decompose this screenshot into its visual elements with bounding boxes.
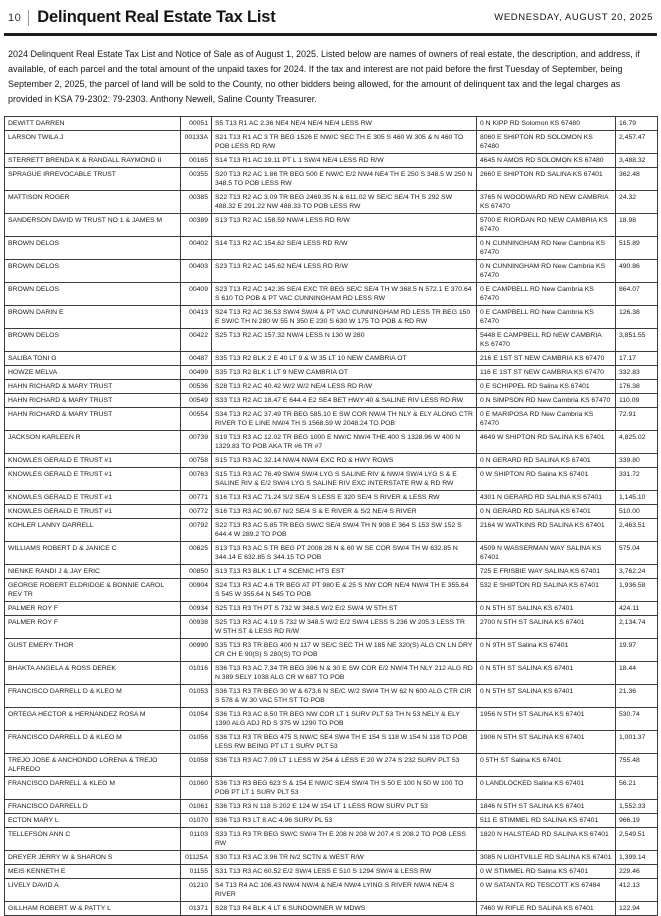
cell-desc: S13 T13 R3 BLK 1 LT 4 SCENIC HTS EST [212, 565, 477, 579]
cell-addr: 1956 N 5TH ST SALINA KS 67401 [477, 708, 616, 731]
cell-desc: S24 T13 R2 AC 36.53 SW/4 SW/4 & PT VAC CUNNINGHAM RD LESS TR BEG 150 E SW/C TH N 280 W 55 N 350 E 230 S 630 W 175 TO POB & RD RW [212, 306, 477, 329]
cell-owner: HAHN RICHARD & MARY TRUST [5, 394, 181, 408]
cell-desc: S21 T13 R1 AC 3 TR BEG 1526 E NW/C SEC TH E 305 S 460 W 305 & N 460 TO POB LESS RD R/W [212, 131, 477, 154]
table-row [5, 408, 658, 431]
cell-parcel: 00763 [181, 468, 212, 491]
masthead-divider [28, 10, 29, 26]
cell-parcel: 00771 [181, 491, 212, 505]
cell-addr: 0 E CAMPBELL RD New Cambria KS 67470 [477, 283, 616, 306]
cell-desc: S34 T13 R2 AC 37.49 TR BEG 585.10 E SW COR NW/4 TH NLY & ELY ALONG CTR RIVER TO E LINE NW/4 TH S 1568.59 W 2048.24 TO POB [212, 408, 477, 431]
cell-addr: 2660 E SHIPTON RD SALINA KS 67401 [477, 168, 616, 191]
table-row [5, 777, 658, 800]
cell-desc: S28 T13 R4 BLK 4 LT 6 SUNDOWNER W MDWS [212, 902, 477, 916]
cell-owner: TREJO JOSE & ANCHONDO LORENA & TREJO ALFREDO [5, 754, 181, 777]
table-row [5, 879, 658, 902]
cell-parcel: 01056 [181, 731, 212, 754]
cell-desc: S23 T13 R2 AC 145.62 NE/4 LESS RD R/W [212, 260, 477, 283]
cell-amount: 229.46 [616, 865, 658, 879]
table-row [5, 168, 658, 191]
cell-amount: 339.80 [616, 454, 658, 468]
cell-addr: 0 N SIMPSON RD New Cambria KS 67470 [477, 394, 616, 408]
tax-table-body [5, 117, 658, 916]
cell-amount: 176.38 [616, 380, 658, 394]
cell-desc: S22 T13 R3 AC 5.85 TR BEG SW/C SE/4 SW/4 TH N 908 E 364 S 153 SW 152 S 644.4 W 289.2 TO POB [212, 519, 477, 542]
cell-amount: 3,762.24 [616, 565, 658, 579]
cell-amount: 122.94 [616, 902, 658, 916]
cell-addr: 116 E 1ST ST NEW CAMBRIA KS 67470 [477, 366, 616, 380]
cell-amount: 2,134.74 [616, 616, 658, 639]
cell-addr: 1820 N HALSTEAD RD SALINA KS 67401 [477, 828, 616, 851]
cell-addr: 0 N 5TH ST SALINA KS 67401 [477, 685, 616, 708]
page-title: Delinquent Real Estate Tax List [37, 8, 276, 26]
masthead-rule [4, 33, 657, 36]
cell-owner: BHAKTA ANGELA & ROSS DEREK [5, 662, 181, 685]
cell-desc: S36 T13 R3 BEG 623 S & 154 E NW/C SE/4 SW/4 TH S 50 E 100 N 50 W 100 TO POB PT LT 1 SURV PLT 53 [212, 777, 477, 800]
cell-desc: S36 T13 R3 N 118 S 202 E 124 W 154 LT 1 LESS ROW SURV PLT 53 [212, 800, 477, 814]
cell-desc: S5 T13 R1 AC 2.36 NE4 NE/4 NE/4 NE/4 LESS RW [212, 117, 477, 131]
table-row [5, 731, 658, 754]
cell-amount: 864.07 [616, 283, 658, 306]
table-row [5, 800, 658, 814]
cell-amount: 362.48 [616, 168, 658, 191]
table-row [5, 685, 658, 708]
table-row [5, 329, 658, 352]
table-row [5, 394, 658, 408]
cell-desc: S15 T13 R3 AC 32.14 NW/4 NW/4 EXC RD & HWY ROWS [212, 454, 477, 468]
cell-desc: S23 T13 R2 AC 142.35 SE/4 EXC TR BEG SE/C SE/4 TH W 368.5 N 572.1 E 370.64 S 610 TO POB & PT VAC CUNNINGHAM RD LESS RW [212, 283, 477, 306]
publication-date: WEDNESDAY, AUGUST 20, 2025 [494, 12, 653, 23]
cell-addr: 7460 W RIFLE RD SALINA KS 67401 [477, 902, 616, 916]
cell-desc: S36 T13 R3 AC 7.09 LT 1 LESS W 254 & LESS E 20 W 274 S 232 SURV PLT 53 [212, 754, 477, 777]
cell-addr: 0 E MARIPOSA RD New Cambria KS 67470 [477, 408, 616, 431]
cell-desc: S35 T13 R2 BLK 2 E 40 LT 9 & W 35 LT 10 NEW CAMBRIA OT [212, 352, 477, 366]
cell-addr: 4301 N GERARD RD SALINA KS 67401 [477, 491, 616, 505]
cell-parcel: 00487 [181, 352, 212, 366]
cell-parcel: 00536 [181, 380, 212, 394]
cell-owner: LARSON TWILA J [5, 131, 181, 154]
cell-owner: PALMER ROY F [5, 602, 181, 616]
table-row [5, 565, 658, 579]
cell-desc: S33 T13 R3 TR BEG SW/C SW/4 TH E 208 N 208 W 207.4 S 208.2 TO POB LESS RW [212, 828, 477, 851]
cell-amount: 1,399.14 [616, 851, 658, 865]
cell-owner: ECTON MARY L [5, 814, 181, 828]
cell-desc: S31 T13 R3 AC 60.52 E/2 SW/4 LESS E 510 S 1294 SW/4 & LESS RW [212, 865, 477, 879]
cell-owner: HOWZE MELVA [5, 366, 181, 380]
table-row [5, 306, 658, 329]
cell-addr: 0 N 9TH ST Salina KS 67401 [477, 639, 616, 662]
cell-owner: NIENKE RANDI J & JAY ERIC [5, 565, 181, 579]
cell-amount: 18.44 [616, 662, 658, 685]
cell-parcel: 00165 [181, 154, 212, 168]
cell-owner: PALMER ROY F [5, 616, 181, 639]
cell-owner: BROWN DELOS [5, 329, 181, 352]
cell-amount: 3,488.32 [616, 154, 658, 168]
cell-parcel: 01058 [181, 754, 212, 777]
cell-desc: S24 T13 R3 AC 4.6 TR BEG AT PT 980 E & 25 S NW COR NE/4 NW/4 TH E 355.64 S 545 W 355.64 N 545 TO POB [212, 579, 477, 602]
cell-amount: 1,936.58 [616, 579, 658, 602]
cell-desc: S16 T13 R3 AC 90.67 N/2 SE/4 S & E RIVER & S/2 NE/4 S RIVER [212, 505, 477, 519]
cell-addr: 216 E 1ST ST NEW CAMBRIA KS 67470 [477, 352, 616, 366]
cell-owner: HAHN RICHARD & MARY TRUST [5, 408, 181, 431]
cell-parcel: 00422 [181, 329, 212, 352]
cell-amount: 2,549.51 [616, 828, 658, 851]
cell-desc: S19 T13 R3 AC 12.02 TR BEG 1000 E NW/C NW/4 THE 400 S 1328.96 W 400 N 1329.83 TO POB AKA TR #6 TR #7 [212, 431, 477, 454]
cell-addr: 0 N 5TH ST SALINA KS 67401 [477, 662, 616, 685]
cell-owner: DEWITT DARREN [5, 117, 181, 131]
cell-parcel: 00133A [181, 131, 212, 154]
table-row [5, 468, 658, 491]
cell-owner: DREYER JERRY W & SHARON S [5, 851, 181, 865]
cell-parcel: 01371 [181, 902, 212, 916]
cell-owner: GILLHAM ROBERT W & PATTY L [5, 902, 181, 916]
table-row [5, 131, 658, 154]
cell-desc: S33 T13 R2 AC 18.47 E 644.4 E2 SE4 BET HWY 40 & SALINE RIV LESS RD RW [212, 394, 477, 408]
cell-amount: 1,145.10 [616, 491, 658, 505]
cell-parcel: 00758 [181, 454, 212, 468]
cell-amount: 4,825.02 [616, 431, 658, 454]
table-row [5, 214, 658, 237]
cell-parcel: 00990 [181, 639, 212, 662]
cell-owner: GEORGE ROBERT ELDRIDGE & BONNIE CAROL REV TR [5, 579, 181, 602]
cell-addr: 511 E STIMMEL RD SALINA KS 67401 [477, 814, 616, 828]
cell-addr: 4645 N AMOS RD SOLOMON KS 67480 [477, 154, 616, 168]
cell-desc: S22 T13 R2 AC 3.09 TR BEG 2469.35 N & 611.02 W SE/C SE/4 TH S 292 SW 488.32 E 291.22 NW 488.33 TO POB LESS RW [212, 191, 477, 214]
cell-parcel: 01125A [181, 851, 212, 865]
cell-owner: FRANCISCO DARRELL D [5, 800, 181, 814]
cell-desc: S36 T13 R3 TR BEG 475 S NW/C SE4 SW4 TH E 154 S 118 W 154 N 118 TO POB LESS RW BEING PT LT 1 SURV PLT 53 [212, 731, 477, 754]
cell-desc: S14 T13 R1 AC 19.11 PT L 1 SW/4 NE/4 LESS RD R/W [212, 154, 477, 168]
cell-addr: 0 W SHIPTON RD Salina KS 67401 [477, 468, 616, 491]
cell-owner: ORTEGA HECTOR & HERNANDEZ ROSA M [5, 708, 181, 731]
table-row [5, 542, 658, 565]
cell-amount: 56.21 [616, 777, 658, 800]
cell-addr: 2164 W WATKINS RD SALINA KS 67401 [477, 519, 616, 542]
cell-addr: 0 5TH ST Salina KS 67401 [477, 754, 616, 777]
cell-owner: SPRAGUE IRREVOCABLE TRUST [5, 168, 181, 191]
cell-amount: 110.09 [616, 394, 658, 408]
table-row [5, 639, 658, 662]
cell-amount: 424.11 [616, 602, 658, 616]
cell-owner: JACKSON KARLEEN R [5, 431, 181, 454]
cell-parcel: 00739 [181, 431, 212, 454]
notice-intro-paragraph: 2024 Delinquent Real Estate Tax List and Notice of Sale as of August 1, 2025. Listed below are names of owners of real estate, the description, and address, if available, of each parcel and the total amount of the unpaid taxes for 2024. If the tax and interest are not paid before the first Tuesday of September, being September 2, 2025, the parcel of land will be sold to the County, no other bidders being allowed, for the amount of delinquent tax and the legal charges as provided in KSA 79-2302: 79-2303. Anthony Newell, Saline County Treasurer. [8, 49, 640, 104]
table-row [5, 828, 658, 851]
table-row [5, 380, 658, 394]
cell-amount: 21.36 [616, 685, 658, 708]
cell-amount: 575.04 [616, 542, 658, 565]
table-row [5, 708, 658, 731]
cell-owner: BROWN DELOS [5, 237, 181, 260]
table-row [5, 579, 658, 602]
cell-parcel: 00409 [181, 283, 212, 306]
cell-owner: SALIBA TONI G [5, 352, 181, 366]
cell-addr: 0 E CAMPBELL RD New Cambria KS 67470 [477, 306, 616, 329]
page-number: 10 [8, 11, 22, 24]
table-row [5, 814, 658, 828]
cell-addr: 5700 E RIORDAN RD NEW CAMBRIA KS 67470 [477, 214, 616, 237]
cell-owner: HAHN RICHARD & MARY TRUST [5, 380, 181, 394]
cell-owner: WILLIAMS ROBERT D & JANICE C [5, 542, 181, 565]
cell-addr: 8060 E SHIPTON RD SOLOMON KS 67480 [477, 131, 616, 154]
cell-desc: S14 T13 R2 AC 154.62 SE/4 LESS RD R/W [212, 237, 477, 260]
cell-amount: 72.91 [616, 408, 658, 431]
cell-amount: 332.83 [616, 366, 658, 380]
cell-desc: S30 T13 R3 AC 3.96 TR N/2 SCTN & WEST R/W [212, 851, 477, 865]
cell-parcel: 00825 [181, 542, 212, 565]
cell-owner: KOHLER LANNY DARRELL [5, 519, 181, 542]
cell-amount: 515.89 [616, 237, 658, 260]
cell-desc: S25 T13 R3 AC 4.19 S 732 W 348.5 W/2 E/2 SW/4 LESS S 236 W 205.3 LESS TR W 5TH ST & LESS RD R/W [212, 616, 477, 639]
cell-owner: MEIS KENNETH E [5, 865, 181, 879]
cell-amount: 17.17 [616, 352, 658, 366]
cell-amount: 2,457.47 [616, 131, 658, 154]
cell-amount: 2,463.51 [616, 519, 658, 542]
cell-parcel: 00403 [181, 260, 212, 283]
cell-parcel: 01070 [181, 814, 212, 828]
cell-parcel: 01054 [181, 708, 212, 731]
table-row [5, 431, 658, 454]
cell-owner: KNOWLES GERALD E TRUST #1 [5, 468, 181, 491]
delinquent-tax-table [4, 116, 658, 916]
cell-desc: S20 T13 R2 AC 1.86 TR BEG 500 E NW/C E/2 NW4 NE4 TH E 250 S 348.5 W 250 N 348.5 TO POB LESS RW [212, 168, 477, 191]
cell-amount: 966.19 [616, 814, 658, 828]
cell-parcel: 00549 [181, 394, 212, 408]
table-row [5, 352, 658, 366]
cell-desc: S36 T13 R3 AC 7.34 TR BEG 396 N & 30 E SW COR E/2 NW/4 TH NLY 212 ALG RD N 389 SELY 1038 ALG CR W 687 TO POB [212, 662, 477, 685]
table-row [5, 902, 658, 916]
table-row [5, 505, 658, 519]
cell-desc: S13 T13 R3 AC 5 TR BEG PT 2008.28 N & 60 W SE COR SW/4 TH W 632.85 N 344.14 E 632.85 S 344.15 TO POB [212, 542, 477, 565]
cell-parcel: 00772 [181, 505, 212, 519]
table-row [5, 237, 658, 260]
cell-owner: KNOWLES GERALD E TRUST #1 [5, 454, 181, 468]
table-row [5, 519, 658, 542]
cell-owner: LIVELY DAVID A [5, 879, 181, 902]
cell-addr: 725 E FRISBIE WAY SALINA KS 67401 [477, 565, 616, 579]
cell-parcel: 00904 [181, 579, 212, 602]
table-row [5, 283, 658, 306]
cell-addr: 1846 N 5TH ST SALINA KS 67401 [477, 800, 616, 814]
cell-parcel: 01061 [181, 800, 212, 814]
cell-desc: S36 T13 R3 LT 8 AC 4.96 SURV PL 53 [212, 814, 477, 828]
cell-amount: 412.13 [616, 879, 658, 902]
table-row [5, 851, 658, 865]
cell-desc: S13 T13 R2 AC 158.59 NW/4 LESS RD R/W [212, 214, 477, 237]
table-row [5, 754, 658, 777]
table-row [5, 154, 658, 168]
cell-amount: 530.74 [616, 708, 658, 731]
cell-parcel: 01103 [181, 828, 212, 851]
cell-addr: 0 N CUNNINGHAM RD New Cambria KS 67470 [477, 237, 616, 260]
cell-owner: BROWN DELOS [5, 283, 181, 306]
cell-desc: S36 T13 R3 AC 8.50 TR BEG NW COR LT 1 SURV PLT 53 TH N 53 NELY & ELY 1390 ALG ADJ RD S 375 W 1290 TO POB [212, 708, 477, 731]
cell-parcel: 00389 [181, 214, 212, 237]
cell-addr: 1906 N 5TH ST SALINA KS 67401 [477, 731, 616, 754]
cell-parcel: 00499 [181, 366, 212, 380]
cell-parcel: 00792 [181, 519, 212, 542]
cell-addr: 4649 W SHIPTON RD SALINA KS 67401 [477, 431, 616, 454]
cell-parcel: 01155 [181, 865, 212, 879]
table-row [5, 260, 658, 283]
cell-owner: TELLEFSON ANN C [5, 828, 181, 851]
cell-amount: 755.48 [616, 754, 658, 777]
cell-amount: 24.32 [616, 191, 658, 214]
table-row [5, 602, 658, 616]
cell-addr: 0 N CUNNINGHAM RD New Cambria KS 67470 [477, 260, 616, 283]
cell-owner: SANDERSON DAVID W TRUST NO 1 & JAMES M [5, 214, 181, 237]
cell-addr: 5448 E CAMPBELL RD NEW CAMBRIA KS 67470 [477, 329, 616, 352]
cell-desc: S15 T13 R3 AC 76.49 SW/4 SW/4 LYG S SALINE RIV & NW/4 SW/4 LYG S & E SALINE RIV & E/2 SW/4 LYG S SALINE RIV EXC INTERSTATE RW & RD RW [212, 468, 477, 491]
cell-amount: 126.38 [616, 306, 658, 329]
cell-parcel: 00402 [181, 237, 212, 260]
cell-addr: 0 N KIPP RD Solomon KS 67480 [477, 117, 616, 131]
table-row [5, 117, 658, 131]
cell-owner: FRANCISCO DARRELL D & KLEO M [5, 685, 181, 708]
cell-owner: KNOWLES GERALD E TRUST #1 [5, 505, 181, 519]
cell-parcel: 00413 [181, 306, 212, 329]
cell-parcel: 00355 [181, 168, 212, 191]
cell-parcel: 01016 [181, 662, 212, 685]
cell-addr: 3765 N WOODWARD RD NEW CAMBRIA KS 67470 [477, 191, 616, 214]
table-row [5, 454, 658, 468]
table-row [5, 616, 658, 639]
cell-parcel: 00934 [181, 602, 212, 616]
cell-desc: S4 T13 R4 AC 106.43 NW/4 NW/4 & NE/4 NW/4 LYING S RIVER NW/4 NE/4 S RIVER [212, 879, 477, 902]
cell-parcel: 00938 [181, 616, 212, 639]
cell-amount: 1,001.37 [616, 731, 658, 754]
cell-desc: S16 T13 R3 AC 71.24 S/2 SE/4 S LESS E 320 SE/4 S RIVER & LESS RW [212, 491, 477, 505]
cell-parcel: 00051 [181, 117, 212, 131]
cell-owner: BROWN DELOS [5, 260, 181, 283]
cell-owner: KNOWLES GERALD E TRUST #1 [5, 491, 181, 505]
cell-addr: 0 E SCHIPPEL RD Salina KS 67401 [477, 380, 616, 394]
cell-parcel: 01053 [181, 685, 212, 708]
cell-amount: 510.00 [616, 505, 658, 519]
table-row [5, 865, 658, 879]
cell-amount: 19.97 [616, 639, 658, 662]
cell-owner: GUST EMERY THOR [5, 639, 181, 662]
cell-parcel: 00385 [181, 191, 212, 214]
table-row [5, 662, 658, 685]
cell-addr: 0 LANDLOCKED Salina KS 67401 [477, 777, 616, 800]
cell-addr: 0 W STIMMEL RD Salina KS 67401 [477, 865, 616, 879]
cell-addr: 532 E SHIPTON RD SALINA KS 67401 [477, 579, 616, 602]
cell-addr: 0 N GERARD RD SALINA KS 67401 [477, 454, 616, 468]
cell-addr: 0 N 5TH ST SALINA KS 67401 [477, 602, 616, 616]
cell-desc: S36 T13 R3 TR BEG 30 W & 673.6 N SE/C W/2 SW/4 TH W 62 N 600 ALG CTR CIR S 578 & W 30 VAC 5TH ST TO POB [212, 685, 477, 708]
table-row [5, 366, 658, 380]
cell-owner: MATTISON ROGER [5, 191, 181, 214]
cell-parcel: 01060 [181, 777, 212, 800]
masthead [4, 6, 657, 33]
cell-parcel: 00554 [181, 408, 212, 431]
table-row [5, 491, 658, 505]
cell-desc: S28 T13 R2 AC 40.42 W/2 W/2 NE/4 LESS RD R/W [212, 380, 477, 394]
cell-desc: S25 T13 R2 AC 157.32 NW/4 LESS N 130 W 280 [212, 329, 477, 352]
cell-amount: 490.86 [616, 260, 658, 283]
table-row [5, 191, 658, 214]
cell-desc: S25 T13 R3 TH PT S 732 W 348.5 W/2 E/2 SW/4 W 5TH ST [212, 602, 477, 616]
cell-owner: FRANCISCO DARRELL & KLEO M [5, 777, 181, 800]
cell-parcel: 00850 [181, 565, 212, 579]
cell-amount: 16.79 [616, 117, 658, 131]
cell-owner: BROWN DARIN E [5, 306, 181, 329]
cell-desc: S35 T13 R2 BLK 1 LT 9 NEW CAMBRIA OT [212, 366, 477, 380]
cell-amount: 331.72 [616, 468, 658, 491]
cell-addr: 3085 N LIGHTVILLE RD SALINA KS 67401 [477, 851, 616, 865]
cell-amount: 3,851.55 [616, 329, 658, 352]
cell-owner: FRANCISCO DARRELL D & KLEO M [5, 731, 181, 754]
cell-addr: 0 N GERARD RD SALINA KS 67401 [477, 505, 616, 519]
cell-amount: 1,552.33 [616, 800, 658, 814]
cell-addr: 2700 N 5TH ST SALINA KS 67401 [477, 616, 616, 639]
cell-parcel: 01210 [181, 879, 212, 902]
cell-desc: S35 T13 R3 TR BEG 400 N 117 W SE/C SEC TH W 185 NE 320(S) ALG CN LN DRY CR CH E 90(S) S 280(S) TO POB [212, 639, 477, 662]
cell-amount: 18.98 [616, 214, 658, 237]
cell-owner: STERRETT BRENDA K & RANDALL RAYMOND II [5, 154, 181, 168]
cell-addr: 0 W SATANTA RD TESCOTT KS 67484 [477, 879, 616, 902]
cell-addr: 4509 N WASSERMAN WAY SALINA KS 67401 [477, 542, 616, 565]
